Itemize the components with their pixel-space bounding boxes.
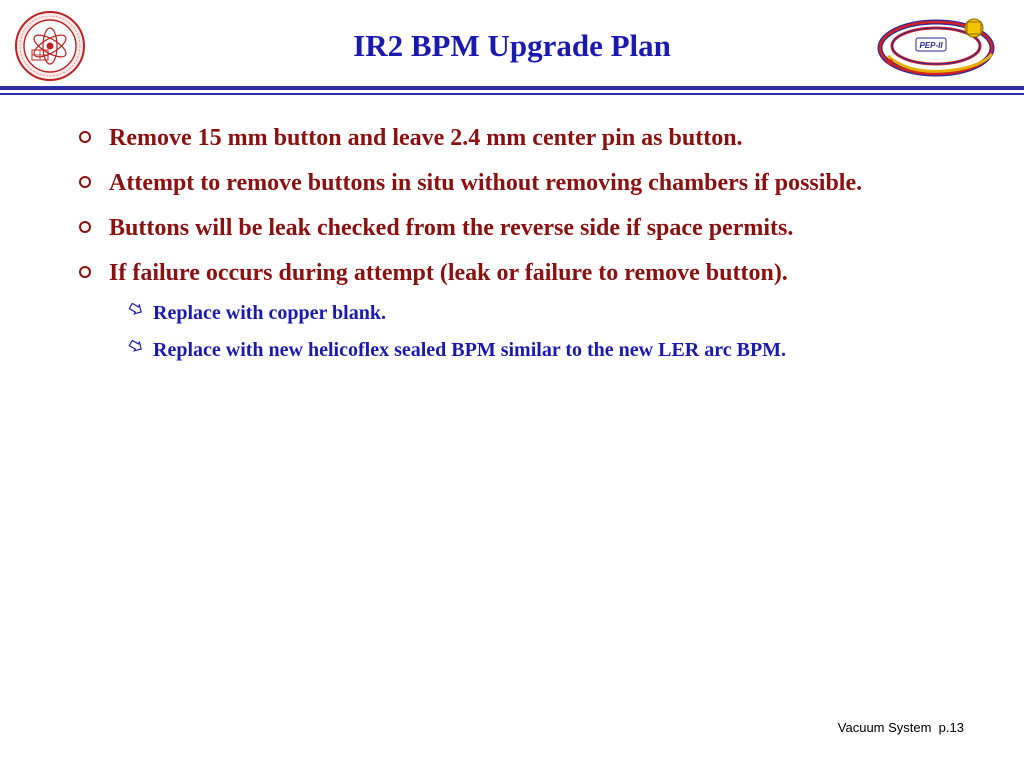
header-rule-thick [0,86,1024,90]
bullet-text: If failure occurs during attempt (leak or failure to remove button). [109,260,788,286]
hollow-arrow-bullet-icon [128,303,144,323]
bullet-item [78,257,948,289]
bullet-item [78,212,948,244]
slide-body [78,122,948,376]
bullet-text: Attempt to remove buttons in situ without removing chambers if possible. [109,170,863,196]
bullet-item [78,167,948,199]
hollow-circle-bullet-icon [79,266,91,278]
bullet-item [78,122,948,154]
bullet-text: Remove 15 mm button and leave 2.4 mm center pin as button. [109,125,743,151]
slide-footer: Vacuum System p.13 [837,720,964,735]
sub-bullet-item [122,335,948,366]
sub-bullet-item [122,298,948,329]
sub-bullet-text: Replace with copper blank. [153,302,386,324]
sub-bullet-text: Replace with new helicoflex sealed BPM similar to the new LER arc BPM. [153,339,787,361]
hollow-circle-bullet-icon [79,176,91,188]
page-title: IR2 BPM Upgrade Plan [353,28,671,63]
hollow-circle-bullet-icon [79,131,91,143]
header-rule-thin [0,93,1024,95]
hollow-arrow-bullet-icon [128,340,144,360]
bullet-text: Buttons will be leak checked from the reverse side if space permits. [109,215,794,241]
svg-text:PEP-II: PEP-II [919,41,943,50]
hollow-circle-bullet-icon [79,221,91,233]
pep-ii-ring-icon [874,10,1006,82]
